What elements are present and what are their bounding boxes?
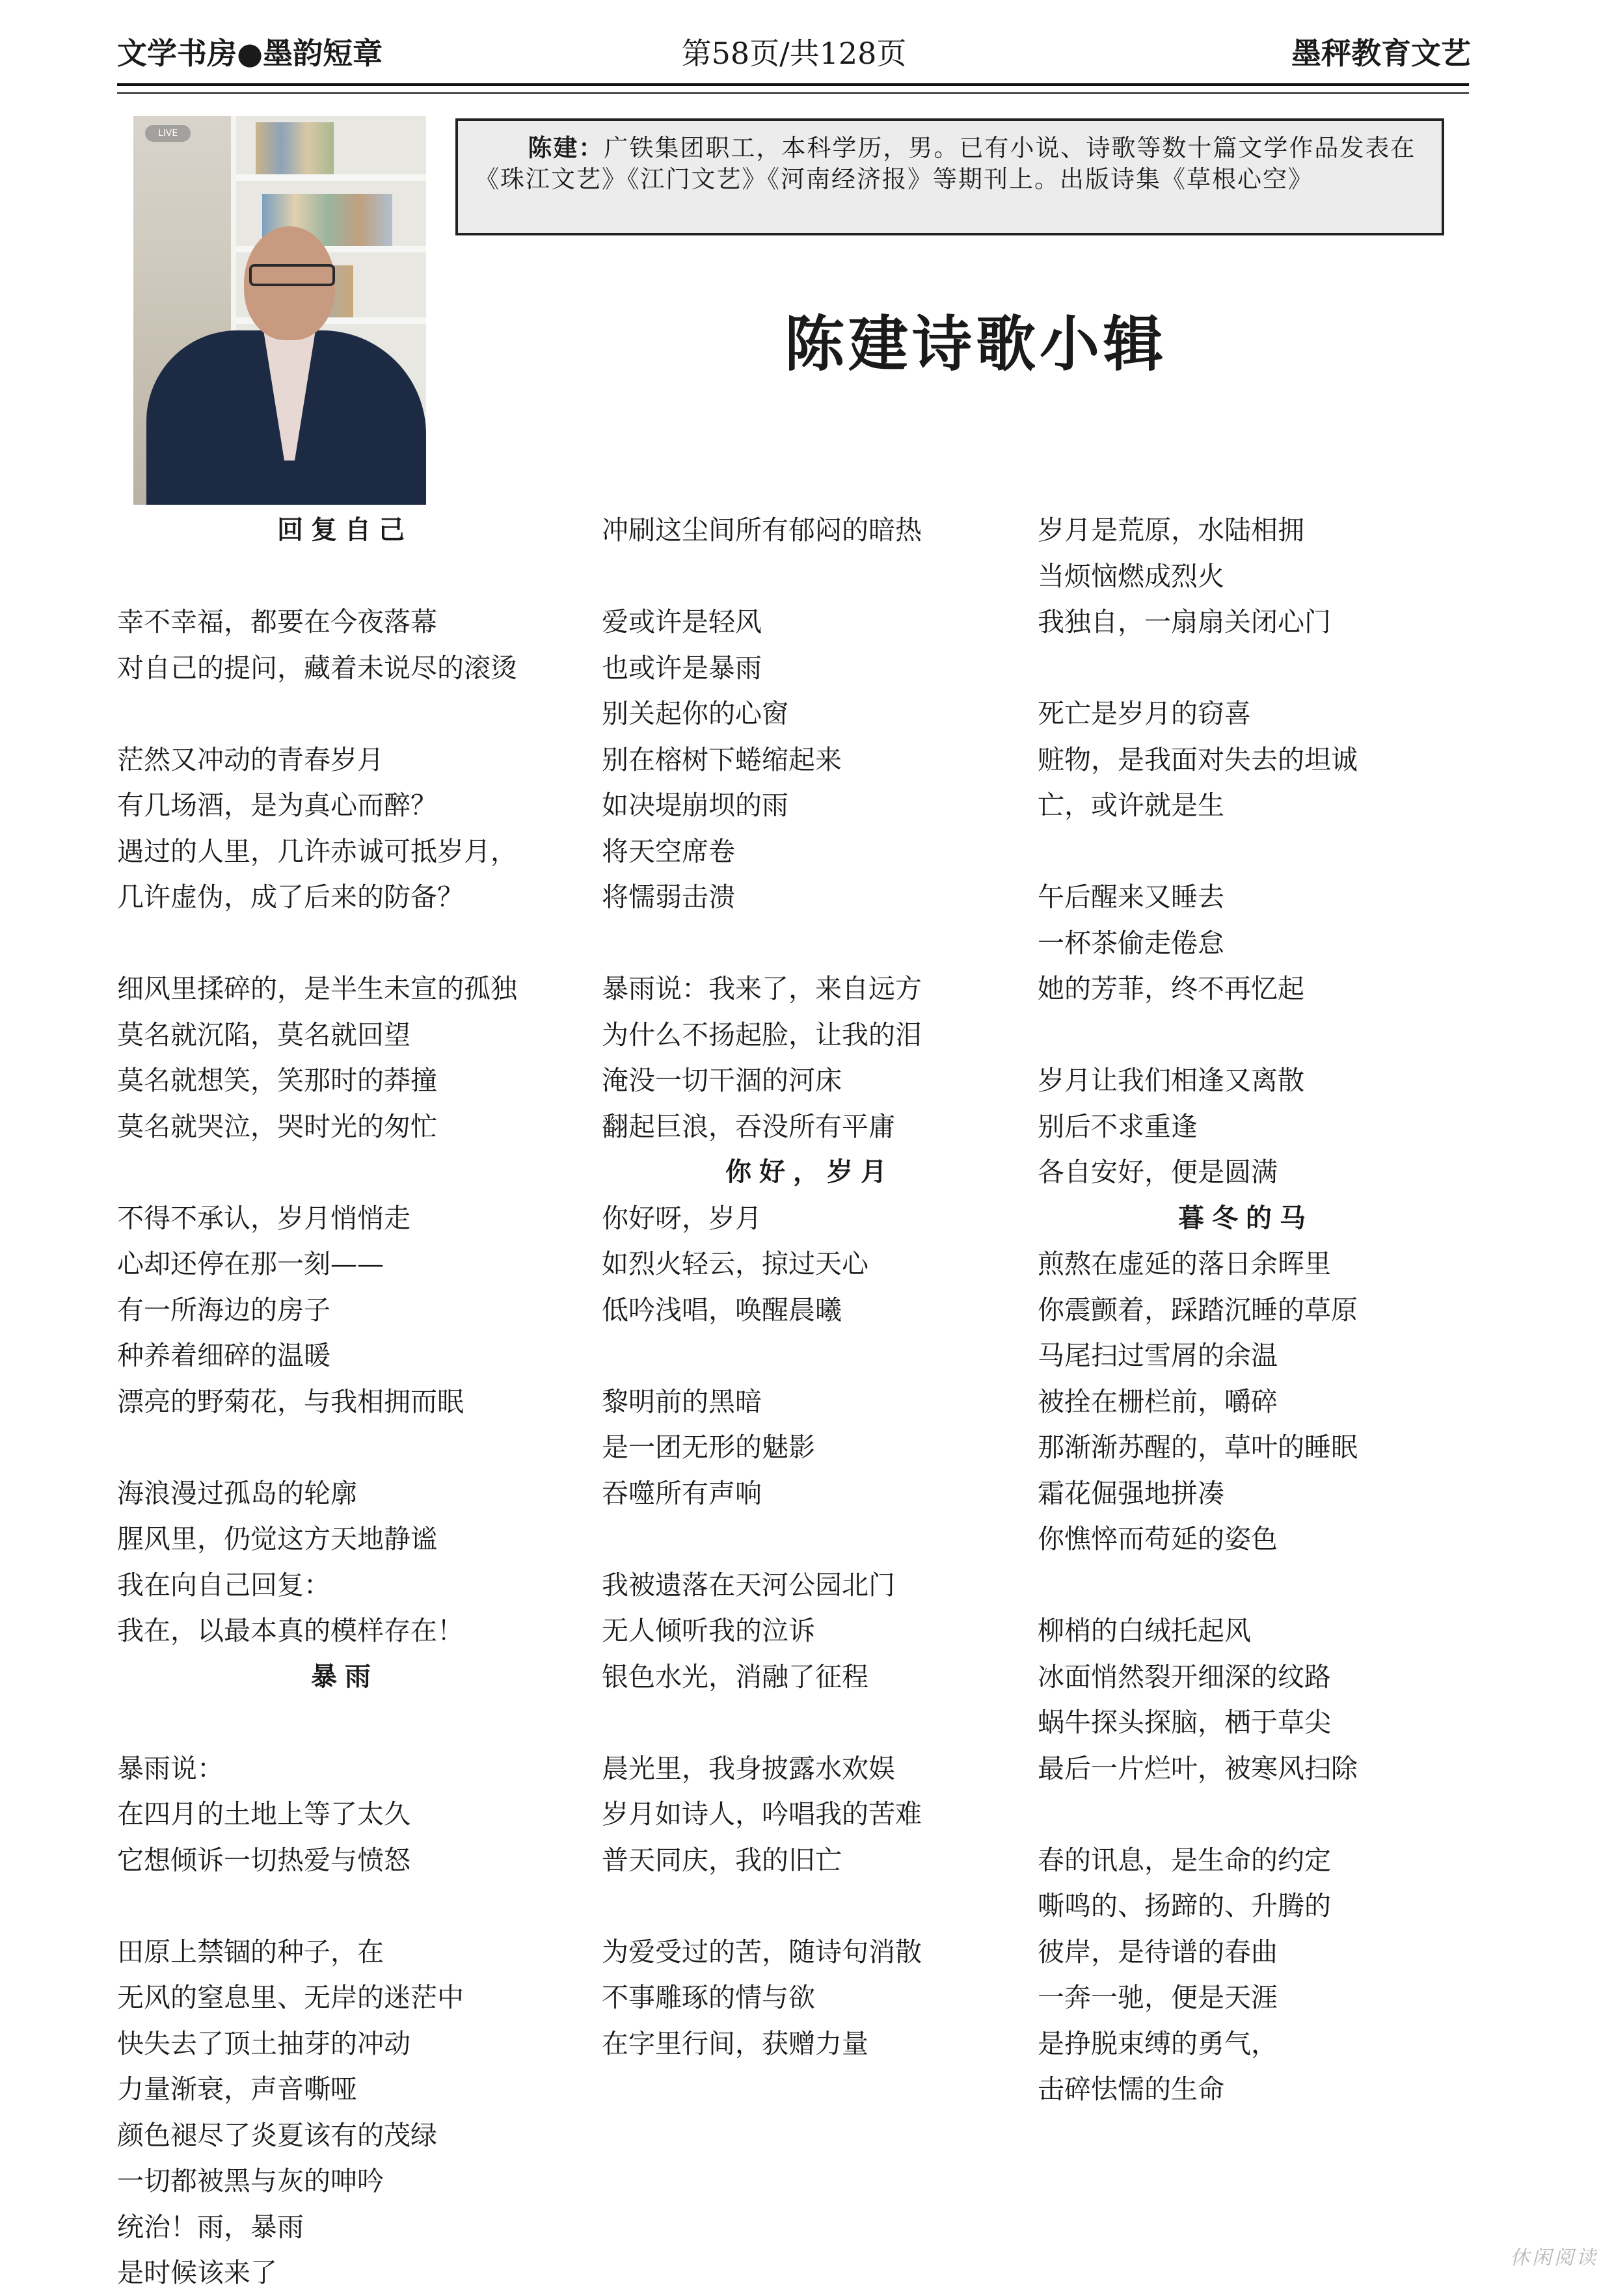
poem-line: 普天同庆，我的旧亡 [602, 1844, 842, 1876]
poem-line: 幸不幸福，都要在今夜落幕 [117, 606, 437, 637]
poem-line: 无人倾听我的泣诉 [602, 1615, 815, 1646]
poem-line: 在四月的土地上等了太久 [117, 1798, 410, 1830]
poem-line: 柳梢的白绒托起风 [1038, 1615, 1251, 1646]
stanza-break [602, 554, 1018, 600]
poem-line: 你好呀，岁月 [602, 1202, 762, 1234]
text-column-2 [602, 507, 1018, 2066]
poem-line: 腥风里，仍觉这方天地静谧 [117, 1523, 437, 1555]
poem-line: 当烦恼燃成烈火 [1038, 560, 1224, 592]
author-name: 陈建： [528, 134, 604, 162]
header-publication-name: 墨秤教育文艺 [1291, 36, 1471, 71]
poem-line: 一奔一驰，便是天涯 [1038, 1982, 1278, 2013]
poem-line: 马尾扫过雪屑的余温 [1038, 1340, 1278, 1371]
poem-line: 嘶鸣的、扬蹄的、升腾的 [1038, 1890, 1331, 1921]
poem-line: 是一团无形的魅影 [602, 1432, 815, 1463]
poem-line: 低吟浅唱，唤醒晨曦 [602, 1294, 842, 1326]
author-bio-box [455, 118, 1444, 235]
header-column-name: 文学书房●墨韵短章 [117, 36, 383, 71]
poem-line: 岁月让我们相逢又离散 [1038, 1065, 1304, 1096]
poem-line: 我在，以最本真的模样存在！ [117, 1615, 464, 1646]
poem-line: 岁月是荒原，水陆相拥 [1038, 514, 1304, 546]
stanza-break [1038, 645, 1454, 691]
stanza-break [602, 1883, 1018, 1929]
poem-line: 细风里揉碎的，是半生未宣的孤独 [117, 973, 517, 1004]
poem-line: 几许虚伪，成了后来的防备？ [117, 881, 464, 913]
poem-line: 颜色褪尽了炎夏该有的茂绿 [117, 2119, 437, 2151]
stanza-break [117, 1149, 572, 1195]
poem-line: 别在榕树下蜷缩起来 [602, 743, 842, 775]
poem-line: 一杯茶偷走倦怠 [1038, 927, 1224, 959]
poem-line: 在字里行间，获赠力量 [602, 2027, 868, 2059]
poem-line: 如决堤崩坝的雨 [602, 790, 788, 821]
poem-line: 春的讯息，是生命的约定 [1038, 1844, 1331, 1876]
header-page-number: 第58页/共128页 [681, 36, 907, 71]
poem-line: 别后不求重逢 [1038, 1110, 1198, 1142]
poem-line: 那渐渐苏醒的，草叶的睡眠 [1038, 1432, 1358, 1463]
poem-line: 被拴在栅栏前，嚼碎 [1038, 1385, 1278, 1417]
poem-line: 有一所海边的房子 [117, 1294, 330, 1326]
poem-line: 也或许是暴雨 [602, 652, 762, 684]
poem-line: 不得不承认，岁月悄悄走 [117, 1202, 410, 1234]
header-rule-thin [117, 92, 1469, 94]
collection-title: 陈建诗歌小辑 [784, 310, 1167, 379]
poem-line: 爱或许是轻风 [602, 606, 762, 637]
poem-line: 种养着细碎的温暖 [117, 1340, 330, 1371]
poem-line: 黎明前的黑暗 [602, 1385, 762, 1417]
stanza-break [602, 920, 1018, 967]
poem-line: 各自安好，便是圆满 [1038, 1156, 1278, 1188]
poem-line: 银色水光，消融了征程 [602, 1661, 868, 1692]
poem-line: 晨光里，我身披露水欢娱 [602, 1752, 895, 1784]
stanza-break [117, 691, 572, 737]
stanza-break [117, 1424, 572, 1471]
poem-line: 是挣脱束缚的勇气， [1038, 2027, 1278, 2059]
poem-title: 暴雨 [311, 1661, 379, 1692]
poem-line: 我独自，一扇扇关闭心门 [1038, 606, 1331, 637]
stanza-break [1038, 1562, 1454, 1609]
stanza-break [602, 1516, 1018, 1562]
poem-line: 遇过的人里，几许赤诚可抵岁月， [117, 835, 517, 867]
poem-line: 彼岸，是待谱的春曲 [1038, 1936, 1278, 1968]
poem-line: 统治！雨，暴雨 [117, 2211, 304, 2243]
poem-line: 我在向自己回复： [117, 1569, 330, 1601]
poem-line: 她的芳菲，终不再忆起 [1038, 973, 1304, 1004]
live-photo-badge: LIVE [145, 125, 191, 142]
text-column-3 [1038, 507, 1454, 2113]
poem-line: 田原上禁锢的种子，在 [117, 1936, 384, 1968]
stanza-break [117, 1883, 572, 1929]
text-column-1 [117, 507, 572, 2296]
poem-line: 无风的窒息里、无岸的迷茫中 [117, 1982, 464, 2013]
poem-line: 死亡是岁月的窃喜 [1038, 698, 1251, 729]
poem-line: 冰面悄然裂开细深的纹路 [1038, 1661, 1331, 1692]
poem-line: 海浪漫过孤岛的轮廓 [117, 1477, 357, 1509]
poem-line: 心却还停在那一刻—— [117, 1248, 384, 1279]
poem-line: 击碎怯懦的生命 [1038, 2074, 1224, 2105]
poem-title: 你好，岁月 [725, 1156, 894, 1187]
poem-line: 岁月如诗人，吟唱我的苦难 [602, 1798, 922, 1830]
poem-line: 别关起你的心窗 [602, 698, 788, 729]
poem-line: 为什么不扬起脸，让我的泪 [602, 1019, 922, 1050]
poem-line: 茫然又冲动的青春岁月 [117, 743, 384, 775]
poem-line: 是时候该来了 [117, 2257, 277, 2288]
poem-line: 将天空席卷 [602, 835, 735, 867]
watermark: 休闲阅读 [1510, 2247, 1598, 2269]
poem-line: 蜗牛探头探脑，栖于草尖 [1038, 1707, 1331, 1738]
poem-line: 不事雕琢的情与欲 [602, 1982, 815, 2013]
header-rule-thick [117, 83, 1469, 86]
poem-line: 暴雨说：我来了，来自远方 [602, 973, 922, 1004]
poem-title: 暮冬的马 [1178, 1202, 1313, 1233]
poem-line: 午后醒来又睡去 [1038, 881, 1224, 913]
stanza-break [117, 554, 572, 600]
poem-line: 它想倾诉一切热爱与愤怒 [117, 1844, 410, 1876]
glasses-icon [249, 264, 335, 286]
poem-line: 你憔悴而苟延的姿色 [1038, 1523, 1278, 1555]
poem-line: 你震颤着，踩踏沉睡的草原 [1038, 1294, 1358, 1326]
poem-line: 将懦弱击溃 [602, 881, 735, 913]
stanza-break [117, 1700, 572, 1746]
stanza-break [1038, 1012, 1454, 1058]
stanza-break [602, 1700, 1018, 1746]
poem-line: 如烈火轻云，掠过天心 [602, 1248, 868, 1279]
poem-line: 有几场酒，是为真心而醉？ [117, 790, 437, 821]
poem-line: 赃物，是我面对失去的坦诚 [1038, 743, 1358, 775]
poem-line: 霜花倔强地拼凑 [1038, 1477, 1224, 1509]
poem-line: 冲刷这尘间所有郁闷的暗热 [602, 514, 922, 546]
poem-line: 为爱受过的苦，随诗句消散 [602, 1936, 922, 1968]
poem-line: 对自己的提问，藏着未说尽的滚烫 [117, 652, 517, 684]
author-bio-text: 广铁集团职工，本科学历，男。已有小说、诗歌等数十篇文学作品发表在《珠江文艺》《江门文艺》《河南经济报》等期刊上。出版诗集《草根心空》 [475, 134, 1416, 193]
poem-line: 最后一片烂叶，被寒风扫除 [1038, 1752, 1358, 1784]
stanza-break [602, 1333, 1018, 1379]
poem-line: 快失去了顶土抽芽的冲动 [117, 2027, 410, 2059]
poem-line: 亡，或许就是生 [1038, 790, 1224, 821]
stanza-break [117, 920, 572, 967]
poem-line: 莫名就沉陷，莫名就回望 [117, 1019, 410, 1050]
author-photo [133, 116, 426, 505]
poem-line: 莫名就哭泣，哭时光的匆忙 [117, 1110, 437, 1142]
poem-line: 暴雨说： [117, 1752, 224, 1784]
poem-line: 我被遗落在天河公园北门 [602, 1569, 895, 1601]
poem-line: 漂亮的野菊花，与我相拥而眠 [117, 1385, 464, 1417]
poem-line: 吞噬所有声响 [602, 1477, 762, 1509]
page-header [117, 26, 1471, 78]
poem-title: 回复自己 [277, 514, 412, 545]
poem-line: 莫名就想笑，笑那时的莽撞 [117, 1065, 437, 1096]
stanza-break [1038, 1791, 1454, 1837]
poem-line: 煎熬在虚延的落日余晖里 [1038, 1248, 1331, 1279]
poem-line: 力量渐衰，声音嘶哑 [117, 2074, 357, 2105]
stanza-break [1038, 829, 1454, 875]
poem-line: 一切都被黑与灰的呻吟 [117, 2165, 384, 2196]
poem-line: 淹没一切干涸的河床 [602, 1065, 842, 1096]
poem-line: 翻起巨浪，吞没所有平庸 [602, 1110, 895, 1142]
